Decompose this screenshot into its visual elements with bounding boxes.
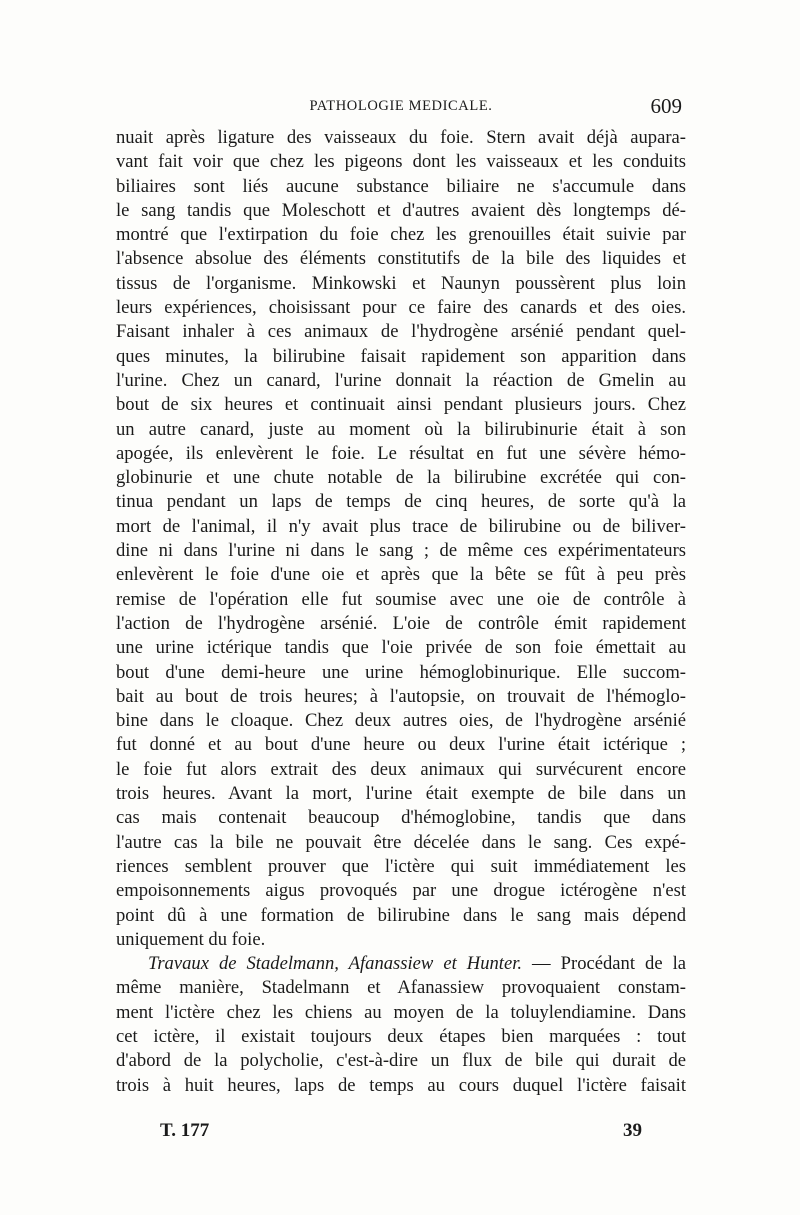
text-line: cet ictère, il existait toujours deux étapes bien marquées : tout: [116, 1025, 686, 1047]
text-line: un autre canard, juste au moment où la bilirubinurie était à son: [116, 418, 686, 440]
text-line: vant fait voir que chez les pigeons dont les vaisseaux et les conduits: [116, 151, 686, 173]
paragraph-2: [116, 952, 686, 1098]
page-header: [116, 94, 686, 124]
text-line: cas mais contenait beaucoup d'hémoglobine, tandis que dans: [116, 807, 686, 829]
text-line: nuait après ligature des vaisseaux du foie. Stern avait déjà aupara-: [116, 127, 686, 148]
text-line: ment l'ictère chez les chiens au moyen de la toluylendiamine. Dans: [116, 1001, 686, 1023]
text-line: mort de l'animal, il n'y avait plus trace de bilirubine ou de biliver-: [116, 515, 686, 537]
text-line: globinurie et une chute notable de la bilirubine excrétée qui con-: [116, 467, 686, 489]
text-line: tinua pendant un laps de temps de cinq heures, de sorte qu'à la: [116, 491, 686, 513]
text-line: [116, 952, 686, 976]
paragraph-1: [116, 126, 686, 952]
text-line: bait au bout de trois heures; à l'autopsie, on trouvait de l'hémoglo-: [116, 685, 686, 707]
text-line: l'absence absolue des éléments constitutifs de la bile des liquides et: [116, 248, 686, 270]
text-line: trois heures. Avant la mort, l'urine était exempte de bile dans un: [116, 783, 686, 805]
page-number: 609: [650, 94, 682, 118]
text-line: fut donné et au bout d'une heure ou deux l'urine était ictérique ;: [116, 734, 686, 756]
text-line: riences semblent prouver que l'ictère qui suit immédiatement les: [116, 855, 686, 877]
text-line: une urine ictérique tandis que l'oie privée de son foie émettait au: [116, 637, 686, 659]
text-line: l'action de l'hydrogène arsénié. L'oie de contrôle émit rapidement: [116, 612, 686, 634]
text-line: le sang tandis que Moleschott et d'autres avaient dès longtemps dé-: [116, 199, 686, 221]
body-text: [116, 126, 686, 1098]
text-line: d'abord de la polycholie, c'est-à-dire un flux de bile qui durait de: [116, 1050, 686, 1072]
text-line: dine ni dans l'urine ni dans le sang ; de même ces expérimentateurs: [116, 540, 686, 562]
text-line: trois à huit heures, laps de temps au cours duquel l'ictère faisait: [116, 1074, 686, 1096]
text-line: bout d'une demi-heure une urine hémoglobinurique. Elle succom-: [116, 661, 686, 683]
text-line: biliaires sont liés aucune substance biliaire ne s'accumule dans: [116, 175, 686, 197]
signature-mark: T. 177: [160, 1120, 210, 1141]
text-line: uniquement du foie.: [116, 928, 266, 950]
text-line: remise de l'opération elle fut soumise avec une oie de contrôle à: [116, 588, 686, 610]
text-line: l'urine. Chez un canard, l'urine donnait la réaction de Gmelin au: [116, 369, 686, 391]
text-line: le foie fut alors extrait des deux animaux qui survécurent encore: [116, 758, 686, 780]
text-line: tissus de l'organisme. Minkowski et Naunyn poussèrent plus loin: [116, 272, 686, 294]
section-heading: Travaux de Stadelmann, Afanassiew et Hunter.: [148, 953, 523, 975]
heading-continuation: — Procédant de la: [522, 953, 686, 975]
text-line: bout de six heures et continuait ainsi pendant plusieurs jours. Chez: [116, 394, 686, 416]
text-line: ques minutes, la bilirubine faisait rapidement son apparition dans: [116, 345, 686, 367]
text-line: apogée, ils enlevèrent le foie. Le résultat en fut une sévère hémo-: [116, 442, 686, 464]
text-line: l'autre cas la bile ne pouvait être décelée dans le sang. Ces expé-: [116, 831, 686, 853]
text-line: point dû à une formation de bilirubine dans le sang mais dépend: [116, 904, 686, 926]
page-footer: [116, 1120, 686, 1146]
text-line: Faisant inhaler à ces animaux de l'hydrogène arsénié pendant quel-: [116, 321, 686, 343]
text-line: bine dans le cloaque. Chez deux autres oies, de l'hydrogène arsénié: [116, 710, 686, 732]
text-line: enlevèrent le foie d'une oie et après que la bête se fût à peu près: [116, 564, 686, 586]
text-line: montré que l'extirpation du foie chez les grenouilles était suivie par: [116, 224, 686, 246]
sheet-number: 39: [623, 1120, 642, 1141]
running-title: PATHOLOGIE MEDICALE.: [309, 98, 493, 114]
text-line: empoisonnements aigus provoqués par une drogue ictérogène n'est: [116, 880, 686, 902]
text-line: leurs expériences, choisissant pour ce faire des canards et des oies.: [116, 297, 686, 319]
text-line: même manière, Stadelmann et Afanassiew provoquaient constam-: [116, 977, 686, 999]
